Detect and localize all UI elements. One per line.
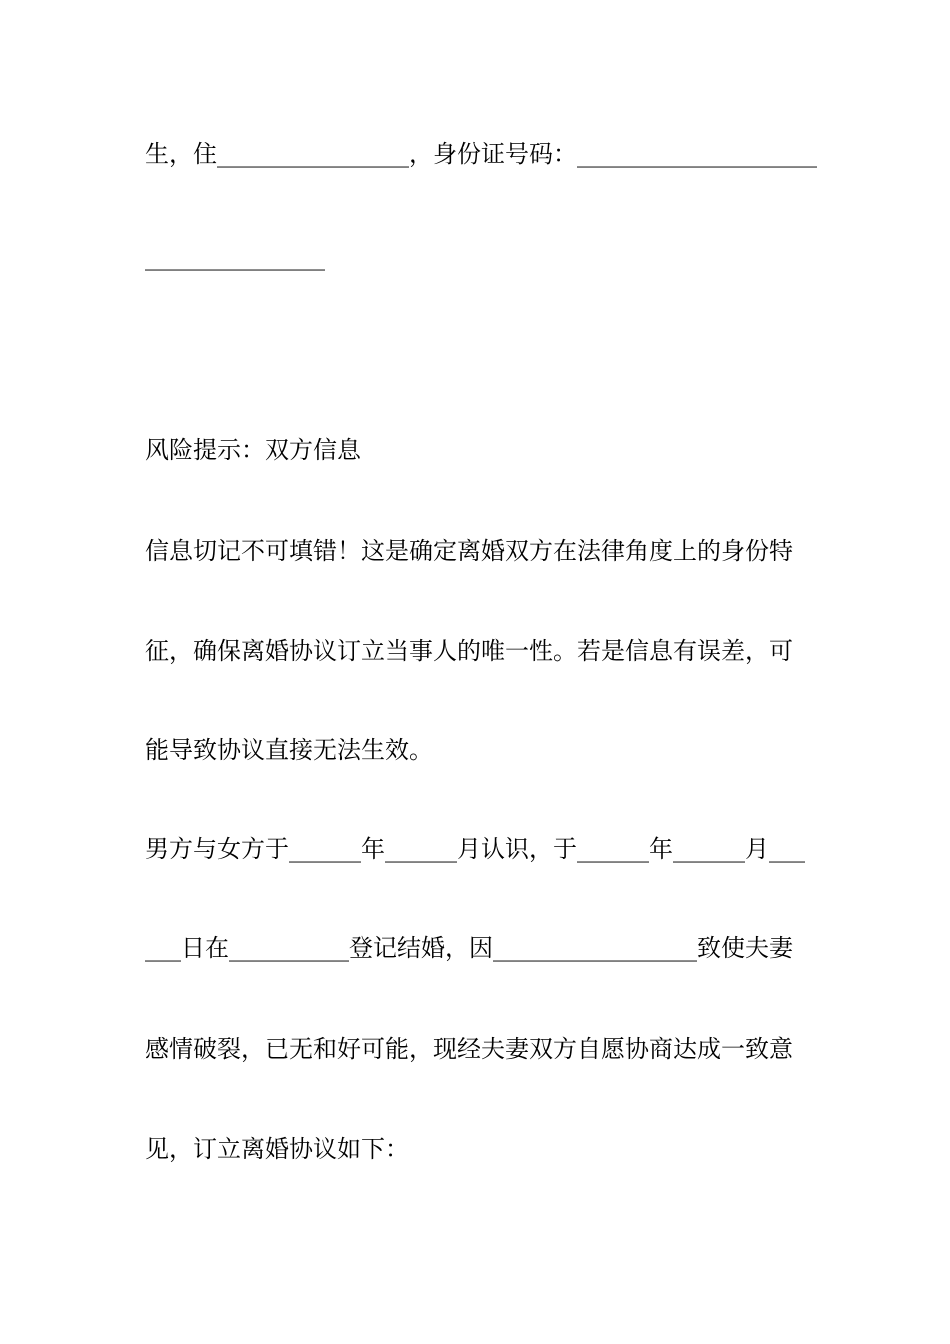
text-line-id-continuation: _______________ <box>145 243 325 271</box>
text-line-residence-id: 生，住________________，身份证号码：____________________ <box>145 140 817 168</box>
text-line-marriage-1: 男方与女方于______年______月认识，于______年______月___ <box>145 835 805 863</box>
text-line-marriage-4: 见，订立离婚协议如下： <box>145 1135 409 1163</box>
text-line-marriage-2: ___日在__________登记结婚，因_________________致使夫妻 <box>145 934 793 962</box>
text-line-risk-1: 信息切记不可填错！这是确定离婚双方在法律角度上的身份特 <box>145 537 793 565</box>
risk-tip-heading: 风险提示：双方信息 <box>145 436 361 464</box>
text-line-risk-3: 能导致协议直接无法生效。 <box>145 736 433 764</box>
text-line-marriage-3: 感情破裂，已无和好可能，现经夫妻双方自愿协商达成一致意 <box>145 1035 793 1063</box>
text-line-risk-2: 征，确保离婚协议订立当事人的唯一性。若是信息有误差，可 <box>145 637 793 665</box>
